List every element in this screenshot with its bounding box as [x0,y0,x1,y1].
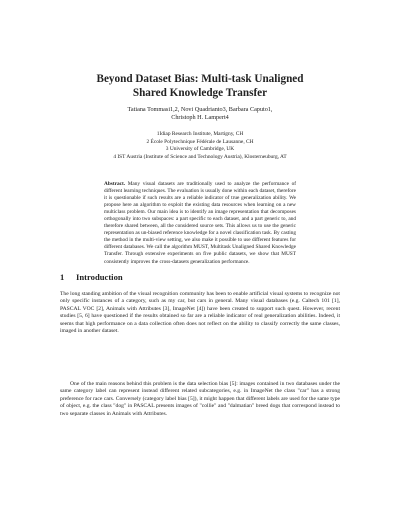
affiliation-2: 2 École Polytechnique Fédérale de Lausanne, CH [146,138,254,145]
title-line-2: Shared Knowledge Transfer [132,87,268,99]
abstract-text: Many visual datasets are traditionally used to analyze the performance of different learning techniques. The evaluation is usually done within each dataset, therefore it is questionable if such results are a reliable indicator of true generalization ability. We propose here an algorithm to exploit the existing data resources when learning on a new multiclass problem. Our main idea is to identify an image representation that decomposes orthogonally into two subspaces: a part specific to each dataset, and a part generic to, and therefore shared between, all the considered source sets. This allows us to use the generic representation as un-biased reference knowledge for a novel classification task. By casting the method in the multi-view setting, we also make it possible to use different features for different databases. We call the algorithm MUST, Multitask Unaligned Shared Knowledge Transfer. Through extensive experiments on five public datasets, we show that MUST consistently improves the cross-datasets generalization performance. [104,181,296,265]
affiliation-3: 3 University of Cambridge, UK [165,146,235,153]
title-line-1: Beyond Dataset Bias: Multi-task Unaligned [96,73,304,85]
section-title: Introduction [76,272,123,282]
authors-line-1: Tatiana Tommasi1,2, Novi Quadrianto3, Barbara Caputo1, [127,106,273,113]
affiliation-4: 4 IST Austria (Institute of Science and Technology Austria), Klosterneuburg, AT [113,153,287,160]
abstract [104,181,296,266]
intro-paragraph-1: The long standing ambition of the visual recognition community has been to enable artificial visual systems to recognize not only specific instances of a category, such as my car, but cars in general. Many visual databases (e.g. Caltech 101 [1], PASCAL VOC [2], Animals with Attributes [3], ImageNet [4]) have been created to support such quest. However, recent studies [5, 6] have questioned if the results obtained so far are a reliable indicator of real generalization abilities. Indeed, it seems that high performance on a data collection often does not reflect on the ability to classify correctly the same classes, imaged in another dataset. [60,291,340,335]
intro-paragraph-2-text: One of the main reasons behind this problem is the data selection bias [5]: images contained in two databases under the same category label can represent instead different related subcategories, e.g. in ImageNet the class "car" has a strong preference for race cars. Conversely (category label bias [5]), it might happen that different labels are used for the same type of object, e.g. the class "dog" in PASCAL presents images of "collie" and "dalmatian" breed dogs that correspond instead to two separate classes in Animals with Attributes. [60,381,340,417]
affiliations [40,131,360,161]
authors-line-2: Christoph H. Lampert4 [171,114,229,122]
affiliation-1: 1Idiap Research Institute, Martigny, CH [156,131,244,137]
author-list [60,106,340,123]
section-heading [60,272,123,282]
paper-title [60,72,340,100]
section-number: 1 [60,272,65,282]
abstract-label: Abstract. [104,181,126,187]
intro-paragraph-2 [60,381,340,418]
